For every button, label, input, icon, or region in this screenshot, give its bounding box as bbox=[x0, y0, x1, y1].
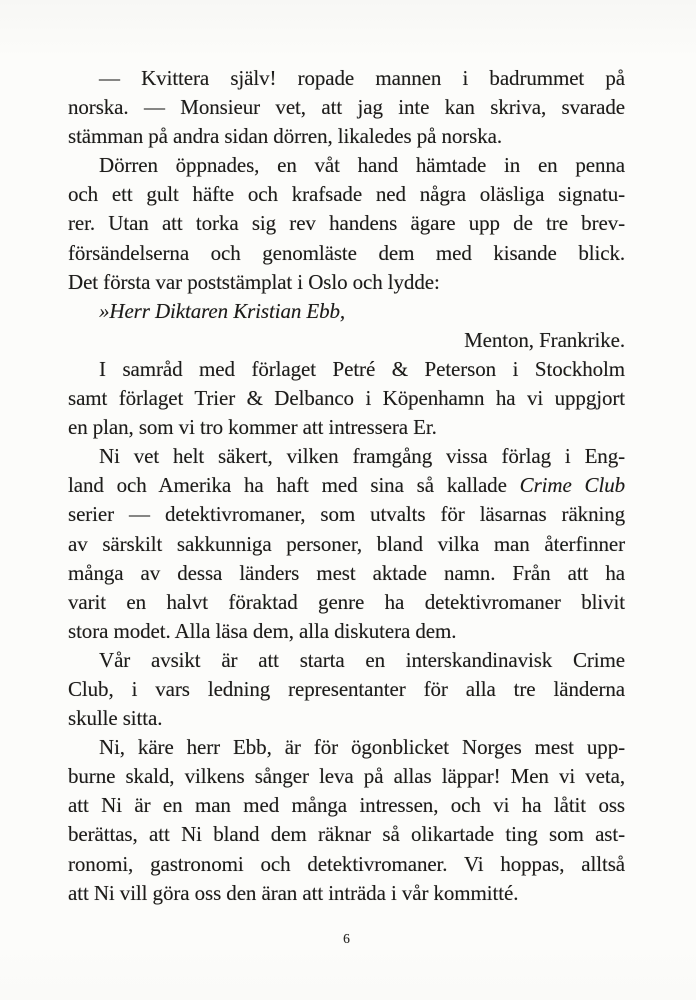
text-segment: Vår avsikt är att starta en interskandinavisk Crime bbox=[99, 647, 625, 672]
text-line bbox=[68, 704, 625, 733]
text-line bbox=[68, 180, 625, 209]
text-segment: många av dessa länders mest aktade namn. Från att ha bbox=[68, 560, 625, 585]
text-line bbox=[68, 559, 625, 588]
text-segment: försändelserna och genomläste dem med kisande blick. bbox=[68, 240, 625, 265]
text-line bbox=[68, 617, 625, 646]
text-segment: skulle sitta. bbox=[68, 706, 163, 731]
text-line bbox=[68, 879, 625, 908]
text-segment: att Ni vill göra oss den äran att inträda i vår kommitté. bbox=[68, 880, 519, 905]
text-line bbox=[68, 209, 625, 238]
text-line bbox=[68, 675, 625, 704]
text-segment: varit en halvt föraktad genre ha detektivromaner blivit bbox=[68, 589, 625, 614]
text-segment: rer. Utan att torka sig rev handens ägare upp de tre brev- bbox=[68, 211, 625, 236]
text-line bbox=[68, 530, 625, 559]
text-line bbox=[68, 239, 625, 268]
text-line bbox=[68, 93, 625, 122]
text-line bbox=[68, 850, 625, 879]
text-segment: Det första var poststämplat i Oslo och lydde: bbox=[68, 269, 440, 294]
page-text bbox=[68, 64, 625, 908]
page-number: 6 bbox=[343, 931, 350, 946]
text-segment: av särskilt sakkunniga personer, bland vilka man återfinner bbox=[68, 531, 625, 556]
text-line bbox=[68, 733, 625, 762]
text-segment: Club, i vars ledning representanter för alla tre länderna bbox=[68, 676, 625, 701]
text-segment: stora modet. Alla läsa dem, alla diskutera dem. bbox=[68, 618, 457, 643]
text-line bbox=[68, 791, 625, 820]
text-line bbox=[68, 646, 625, 675]
text-segment: Ni vet helt säkert, vilken framgång vissa förlag i Eng- bbox=[99, 444, 625, 469]
text-line bbox=[68, 297, 625, 326]
italic-text-segment: Crime Club bbox=[519, 473, 625, 498]
text-line bbox=[68, 442, 625, 471]
text-segment: norska. — Monsieur vet, att jag inte kan skriva, svarade bbox=[68, 95, 625, 120]
text-segment: samt förlaget Trier & Delbanco i Köpenhamn ha vi uppgjort bbox=[68, 386, 625, 411]
text-line bbox=[68, 500, 625, 529]
text-line bbox=[68, 413, 625, 442]
text-line bbox=[68, 64, 625, 93]
text-segment: burne skald, vilkens sånger leva på allas läppar! Men vi veta, bbox=[68, 764, 625, 789]
text-segment: stämman på andra sidan dörren, likaledes på norska. bbox=[68, 124, 503, 149]
text-segment: Menton, Frankrike. bbox=[464, 327, 625, 352]
text-line bbox=[68, 820, 625, 849]
text-line bbox=[68, 122, 625, 151]
italic-text-segment: »Herr Diktaren Kristian Ebb, bbox=[99, 298, 346, 323]
text-line bbox=[68, 326, 625, 355]
text-segment: I samråd med förlaget Petré & Peterson i Stockholm bbox=[99, 356, 625, 381]
text-line bbox=[68, 151, 625, 180]
text-segment: berättas, att Ni bland dem räknar så olikartade ting som ast- bbox=[68, 822, 625, 847]
text-line bbox=[68, 471, 625, 500]
text-line bbox=[68, 384, 625, 413]
text-segment: Ni, käre herr Ebb, är för ögonblicket Norges mest upp- bbox=[99, 735, 625, 760]
text-segment: att Ni är en man med många intressen, och vi ha låtit oss bbox=[68, 793, 625, 818]
text-line bbox=[68, 268, 625, 297]
text-segment: Dörren öppnades, en våt hand hämtade in en penna bbox=[99, 153, 625, 178]
text-line bbox=[68, 588, 625, 617]
text-segment: — Kvittera själv! ropade mannen i badrummet på bbox=[99, 66, 625, 90]
text-segment: land och Amerika ha haft med sina så kallade bbox=[68, 473, 520, 498]
text-segment: serier — detektivromaner, som utvalts för läsarnas räkning bbox=[68, 502, 625, 527]
text-line bbox=[68, 355, 625, 384]
text-segment: och ett gult häfte och krafsade ned några oläsliga signatu- bbox=[68, 182, 625, 207]
text-line bbox=[68, 762, 625, 791]
text-segment: ronomi, gastronomi och detektivromaner. Vi hoppas, alltså bbox=[68, 851, 625, 876]
text-segment: en plan, som vi tro kommer att intressera Er. bbox=[68, 415, 437, 440]
